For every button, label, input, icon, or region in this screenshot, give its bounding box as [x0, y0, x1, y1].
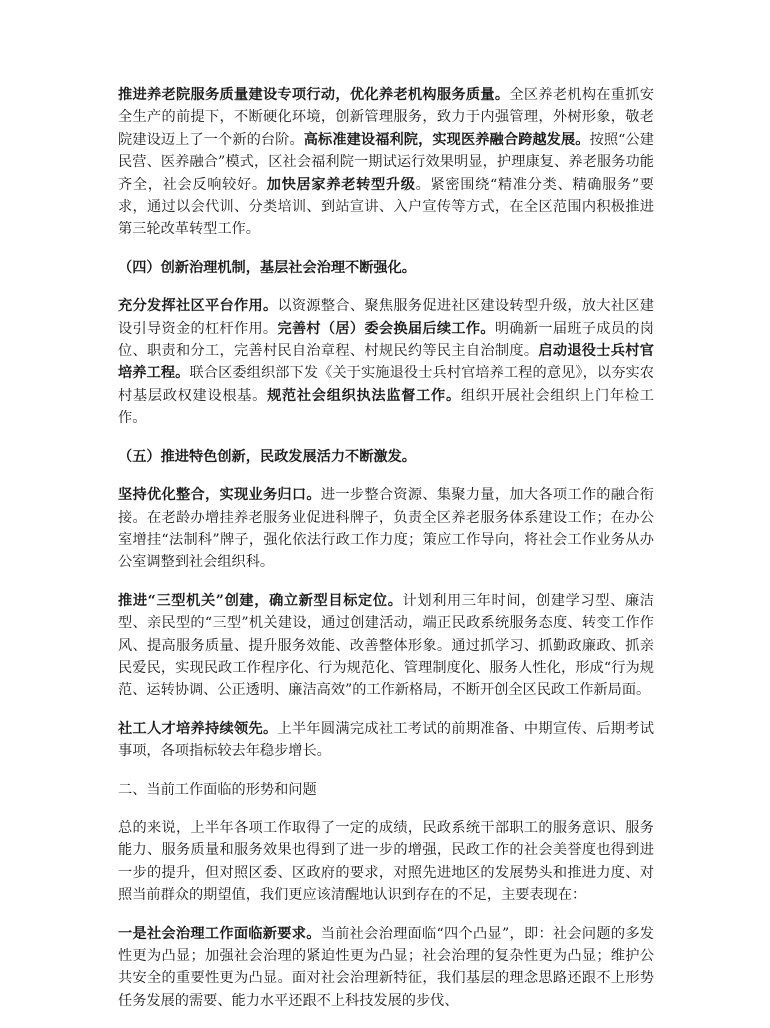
paragraph-social-workers: 社工人才培养持续领先。上半年圆满完成社工考试的前期准备、中期宣传、后期考试事项，各项指标较去年稳步增长。	[118, 720, 654, 760]
bold-lead: 坚持优化整合，实现业务归口。	[118, 487, 321, 504]
bold-lead: 社工人才培养持续领先。	[118, 720, 278, 737]
paragraph-summary: 总的来说，上半年各项工作取得了一定的成绩，民政系统干部职工的服务意识、服务能力、服务质量和服务效果也得到了进一步的增强，民政工作的社会美誉度也得到进一步的提升，但对照区委、区政府的要求，对照先进地区的发展势头和推进力度、对照当前群众的期望值，我们更应该清醒地认识到存在的不足，主要表现在：	[118, 819, 654, 904]
bold-lead: 充分发挥社区平台作用。	[118, 298, 278, 315]
bold-lead: 高标准建设福利院，实现医养融合跨越发展。	[303, 131, 590, 148]
section-heading-2: 二、当前工作面临的形势和问题	[118, 781, 317, 798]
bold-lead: 推进“三型机关”创建，确立新型目标定位。	[118, 592, 403, 609]
bold-lead: 完善村（居）委会换届后续工作。	[277, 320, 495, 337]
bold-lead: 加快居家养老转型升级	[266, 176, 416, 193]
paragraph-community: 充分发挥社区平台作用。以资源整合、聚焦服务促进社区建设转型升级，放大社区建设引导资金的杠杆作用。完善村（居）委会换届后续工作。明确新一届班子成员的岗位、职责和分工，完善村民自治章程、村规民约等民主自治制度。启动退役士兵村官培养工程。联合区委组织部下发《关于实施退役士兵村官培养工程的意见》，以夯实农村基层政权建设根基。规范社会组织执法监督工作。组织开展社会组织上门年检工作。	[118, 298, 654, 427]
document-page	[118, 84, 654, 1028]
paragraph-integration: 坚持优化整合，实现业务归口。进一步整合资源、集聚力量，加大各项工作的融合衔接。在老龄办增挂养老服务业促进科牌子，负责全区养老服务体系建设工作；在办公室增挂“法制科”牌子，强化依法行政工作力度；策应工作导向，将社会工作业务从办公室调整到社会组织科。	[118, 487, 654, 571]
paragraph-elderly-care: 推进养老院服务质量建设专项行动，优化养老机构服务质量。全区养老机构在重抓安全生产的前提下，不断硬化环境，创新管理服务，致力于内强管理，外树形象，敬老院建设迈上了一个新的台阶。高标准建设福利院，实现医养融合跨越发展。按照“公建民营、医养融合”模式，区社会福利院一期试运行效果明显，护理康复、养老服务功能齐全，社会反响较好。加快居家养老转型升级。紧密围绕“精准分类、精确服务”要求，通过以会代训、分类培训、到站宣讲、入户宣传等方式，在全区范围内积极推进第三轮改革转型工作。	[118, 87, 654, 238]
bold-lead: 推进养老院服务质量建设专项行动，优化养老机构服务质量。	[118, 87, 510, 103]
paragraph-three-type-organ: 推进“三型机关”创建，确立新型目标定位。计划利用三年时间，创建学习型、廉洁型、亲民型的“三型”机关建设，通过创建活动，端正民政系统服务态度、转变工作作风、提高服务质量、提升服务效能、改善整体形象。通过抓学习、抓勤政廉政、抓亲民爱民，实现民政工作程序化、行为规范化、管理制度化、服务人性化，形成“行为规范、运转协调、公正透明、廉洁高效”的工作新格局，不断开创全区民政工作新局面。	[118, 592, 654, 699]
bold-lead: 启动退役士兵村官培养工程。	[118, 343, 654, 382]
section-heading-4: （四）创新治理机制，基层社会治理不断强化。	[118, 259, 416, 276]
section-heading-5: （五）推进特色创新，民政发展活力不断激发。	[118, 448, 416, 465]
paragraph-governance: 一是社会治理工作面临新要求。当前社会治理面临“四个凸显”，即：社会问题的多发性更为凸显；加强社会治理的紧迫性更为凸显；社会治理的复杂性更为凸显；维护公共安全的重要性更为凸显。面对社会治理新特征，我们基层的理念思路还跟不上形势任务发展的需要、能力水平还跟不上科技发展的步伐、	[118, 925, 654, 1009]
bold-lead: 规范社会组织执法监督工作。	[267, 387, 461, 404]
bold-lead: 一是社会治理工作面临新要求。	[118, 925, 321, 942]
